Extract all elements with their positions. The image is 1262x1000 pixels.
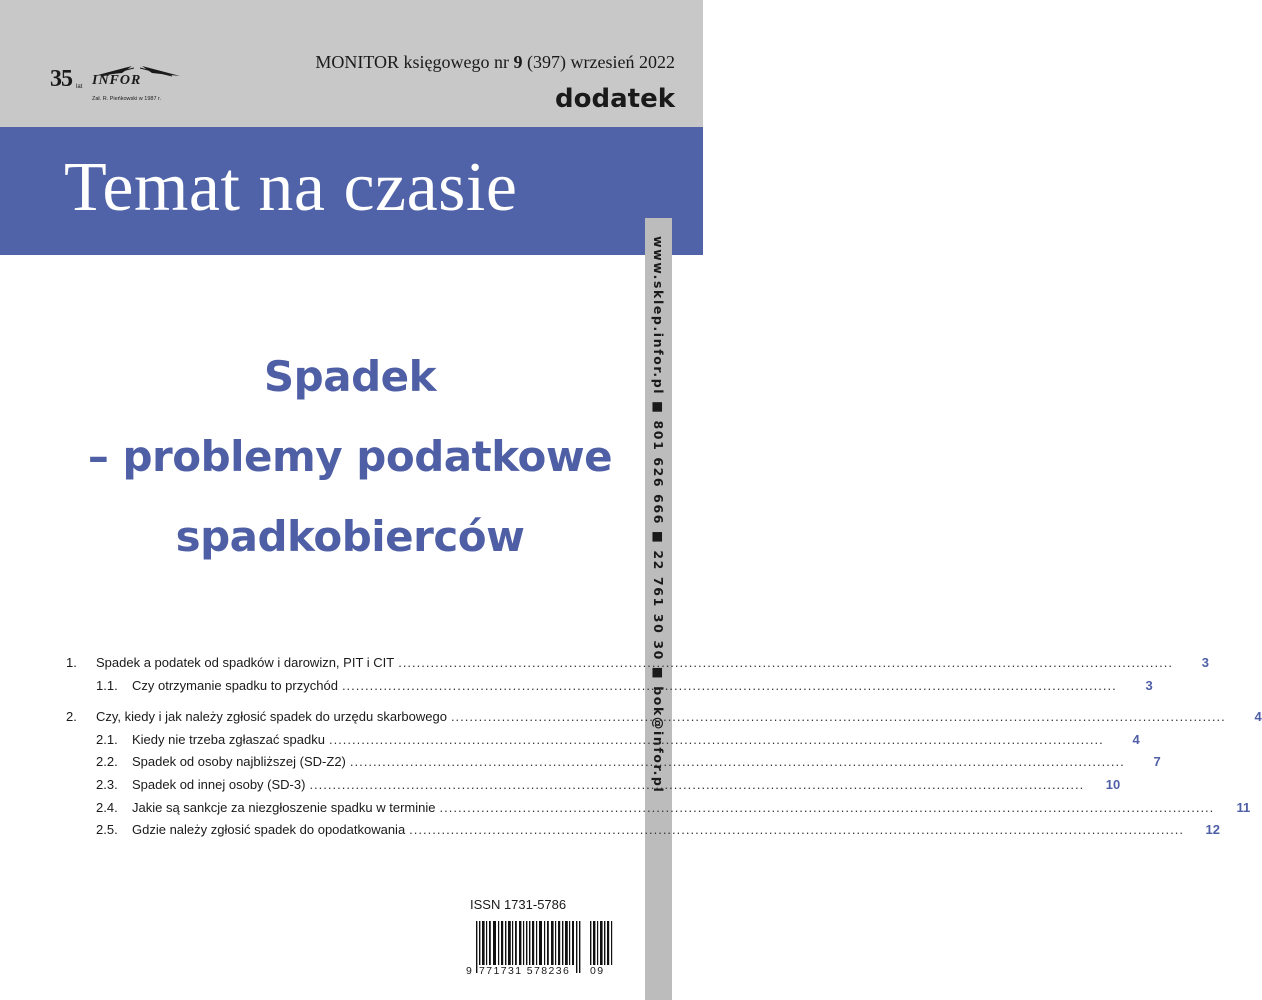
infor-logo [50, 62, 190, 112]
toc-item-number: 2.3. [96, 777, 118, 792]
toc-item-2-4 [66, 800, 1251, 818]
toc-item-page: 11 [1236, 800, 1251, 815]
supplement-label: dodatek [555, 84, 675, 114]
toc-item-title: Jakie są sankcje za niezgłoszenie spadku w terminie [132, 800, 436, 815]
toc-item-1-1 [66, 678, 1153, 696]
monitor-prefix: MONITOR księgowego nr [315, 52, 514, 72]
toc-item-page: 12 [1205, 822, 1220, 837]
monitor-issue-number: 9 [513, 52, 523, 72]
contact-strip-text: www.sklep.infor.pl ■ 801 626 666 ■ 22 761 30 30 ■ bok@infor.pl [651, 236, 666, 794]
toc-item-title: Czy otrzymanie spadku to przychód [132, 678, 338, 693]
toc-leader-dots: ........................................................................................................................................................................ [398, 655, 1173, 670]
issn-label: ISSN 1731-5786 [470, 897, 567, 912]
toc-leader-dots: ........................................................................................................................................................................ [349, 754, 1125, 769]
toc-leader-dots: ........................................................................................................................................................................ [341, 678, 1117, 693]
monitor-issue-line [315, 52, 675, 73]
toc-item-2 [66, 709, 1262, 727]
logo-anniversary-number: 35 [50, 66, 72, 92]
barcode-main-digits: 771731 578236 [479, 965, 571, 977]
toc-item-page: 7 [1153, 754, 1161, 769]
logo-founder: Zał. R. Pieńkowski w 1987 r. [92, 96, 162, 102]
toc-item-title: Czy, kiedy i jak należy zgłosić spadek do urzędu skarbowego [96, 709, 447, 724]
toc-item-number: 2.5. [96, 822, 118, 837]
toc-item-page: 3 [1145, 678, 1153, 693]
toc-item-page: 4 [1254, 709, 1262, 724]
toc-item-2-5 [66, 822, 1220, 840]
toc-item-2-2 [66, 754, 1161, 772]
toc-item-page: 4 [1132, 732, 1140, 747]
header-bar [0, 0, 703, 127]
main-title-line-1: Spadek [263, 352, 437, 401]
toc-item-page: 10 [1105, 777, 1121, 792]
toc-leader-dots: ........................................................................................................................................................................ [409, 822, 1184, 837]
toc-item-number: 2. [66, 709, 77, 724]
main-title-line-2: – problemy podatkowe [87, 432, 613, 481]
toc-item-title: Spadek od osoby najbliższej (SD-Z2) [132, 754, 346, 769]
toc-item-page: 3 [1201, 655, 1209, 670]
toc-item-1 [66, 655, 1209, 673]
toc-leader-dots: ........................................................................................................................................................................ [439, 800, 1215, 815]
toc-item-title: Spadek a podatek od spadków i darowizn, PIT i CIT [96, 655, 395, 670]
monitor-suffix: (397) wrzesień 2022 [522, 52, 675, 72]
toc-item-number: 1.1. [96, 678, 118, 693]
toc-leader-dots: ........................................................................................................................................................................ [450, 709, 1226, 724]
toc-leader-dots: ........................................................................................................................................................................ [328, 732, 1104, 747]
toc-leader-dots: ........................................................................................................................................................................ [309, 777, 1085, 792]
logo-brand: INFOR [92, 73, 142, 88]
toc-item-number: 1. [66, 655, 77, 670]
main-title-line-3: spadkobierców [175, 512, 525, 561]
toc-item-title: Spadek od innej osoby (SD-3) [132, 777, 306, 792]
toc-item-number: 2.2. [96, 754, 118, 769]
toc-item-title: Gdzie należy zgłosić spadek do opodatkowania [132, 822, 406, 837]
toc-item-2-1 [66, 732, 1140, 750]
toc-item-number: 2.1. [96, 732, 118, 747]
logo-anniversary-suffix: lat [76, 84, 83, 90]
toc-item-number: 2.4. [96, 800, 118, 815]
toc-item-2-3 [66, 777, 1121, 795]
barcode-addon-digits: 09 [590, 965, 605, 977]
toc-item-title: Kiedy nie trzeba zgłaszać spadku [132, 732, 325, 747]
barcode-lead-digit: 9 [466, 965, 472, 977]
series-title: Temat na czasie [64, 149, 518, 226]
